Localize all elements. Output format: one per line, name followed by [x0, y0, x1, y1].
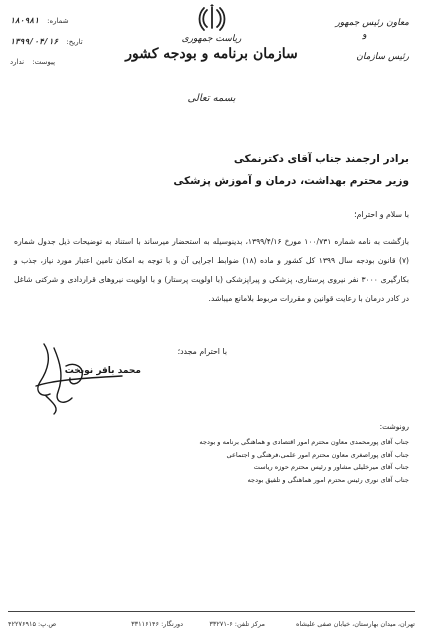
ref-date-value: ۱۳۹۹/۰۴/۱۶	[10, 37, 59, 46]
ref-attachment-label: پیوست:	[32, 58, 56, 66]
footer-address: تهران، میدان بهارستان، خیابان صفی علیشاه	[296, 620, 415, 628]
salutation: با سلام و احترام؛	[354, 210, 409, 219]
sender-title-line1: معاون رئیس جمهور	[335, 18, 409, 28]
sender-title-line3: رئیس سازمان	[356, 52, 409, 62]
invocation: بسمه تعالی	[187, 93, 236, 104]
footer-divider	[8, 611, 415, 612]
cc-item: جناب آقای نوری رئیس محترم امور هماهنگی و تلفیق بودجه	[247, 475, 409, 484]
org-presidency: ریاست جمهوری	[181, 34, 242, 44]
iran-emblem-icon	[197, 4, 227, 34]
closing: با احترام مجدد؛	[177, 347, 227, 356]
cc-list	[199, 436, 409, 486]
org-name: سازمان برنامه و بودجه کشور	[125, 46, 298, 62]
footer-postcode: ص.پ: ۴۲۲۷۶۹۱۵	[8, 620, 57, 628]
cc-item: جناب آقای پورمحمدی معاون محترم امور اقتصادی و هماهنگی برنامه و بودجه	[199, 438, 409, 446]
sender-title-line2: و	[362, 30, 367, 40]
ref-number-label: شماره:	[47, 17, 69, 25]
ref-number-value: ۱۸۰۹۸۱	[10, 16, 39, 25]
footer-fax: دورنگار: ۳۳۱۱۶۱۴۶	[131, 620, 183, 628]
cc-item: جناب آقای پوراصغری معاون محترم امور علمی،فرهنگی و اجتماعی	[226, 450, 409, 459]
ref-attachment-value: ندارد	[10, 58, 25, 66]
handwritten-signature	[24, 336, 134, 416]
signatory-name: محمد باقر نوبخت	[64, 366, 141, 376]
cc-item: جناب آقای میرخلیلی مشاور و رئیس محترم حوزه ریاست	[253, 463, 409, 471]
ref-number-row	[10, 16, 69, 25]
ref-date-label: تاریخ:	[66, 38, 83, 46]
recipient-line1: برادر ارجمند جناب آقای دکترنمکی	[233, 153, 409, 165]
letter-body	[14, 232, 409, 308]
recipient-line2: وزیر محترم بهداشت، درمان و آموزش پزشکی	[173, 175, 409, 187]
footer-switchboard: مرکز تلفن: ۶-۳۳۲۷۱	[209, 620, 265, 628]
body-paragraph: بازگشت به نامه شماره ۱۰۰/۷۳۱ مورخ ۱۳۹۹/۴/۱۶، بدینوسیله به استحضار میرساند با استناد به توضیحات ذیل جدول شماره (۷) قانون بودجه سال ۱۳۹۹ کل کشور و ماده (۱۸) ضوابط اجرایی آن و با توجه به امکان تامین اعتبار مورد نیاز، جذب و بکارگیری ۳۰۰۰ نفر نیروی پرستاری، پزشکی و پیراپزشکی (با اولویت پرستار) و با اولویت نیروهای قراردادی و شرکتی شاغل در کادر درمان با رعایت قوانین و مقررات مربوط بلامانع میباشد.	[14, 237, 409, 303]
cc-title: رونوشت:	[379, 422, 409, 431]
